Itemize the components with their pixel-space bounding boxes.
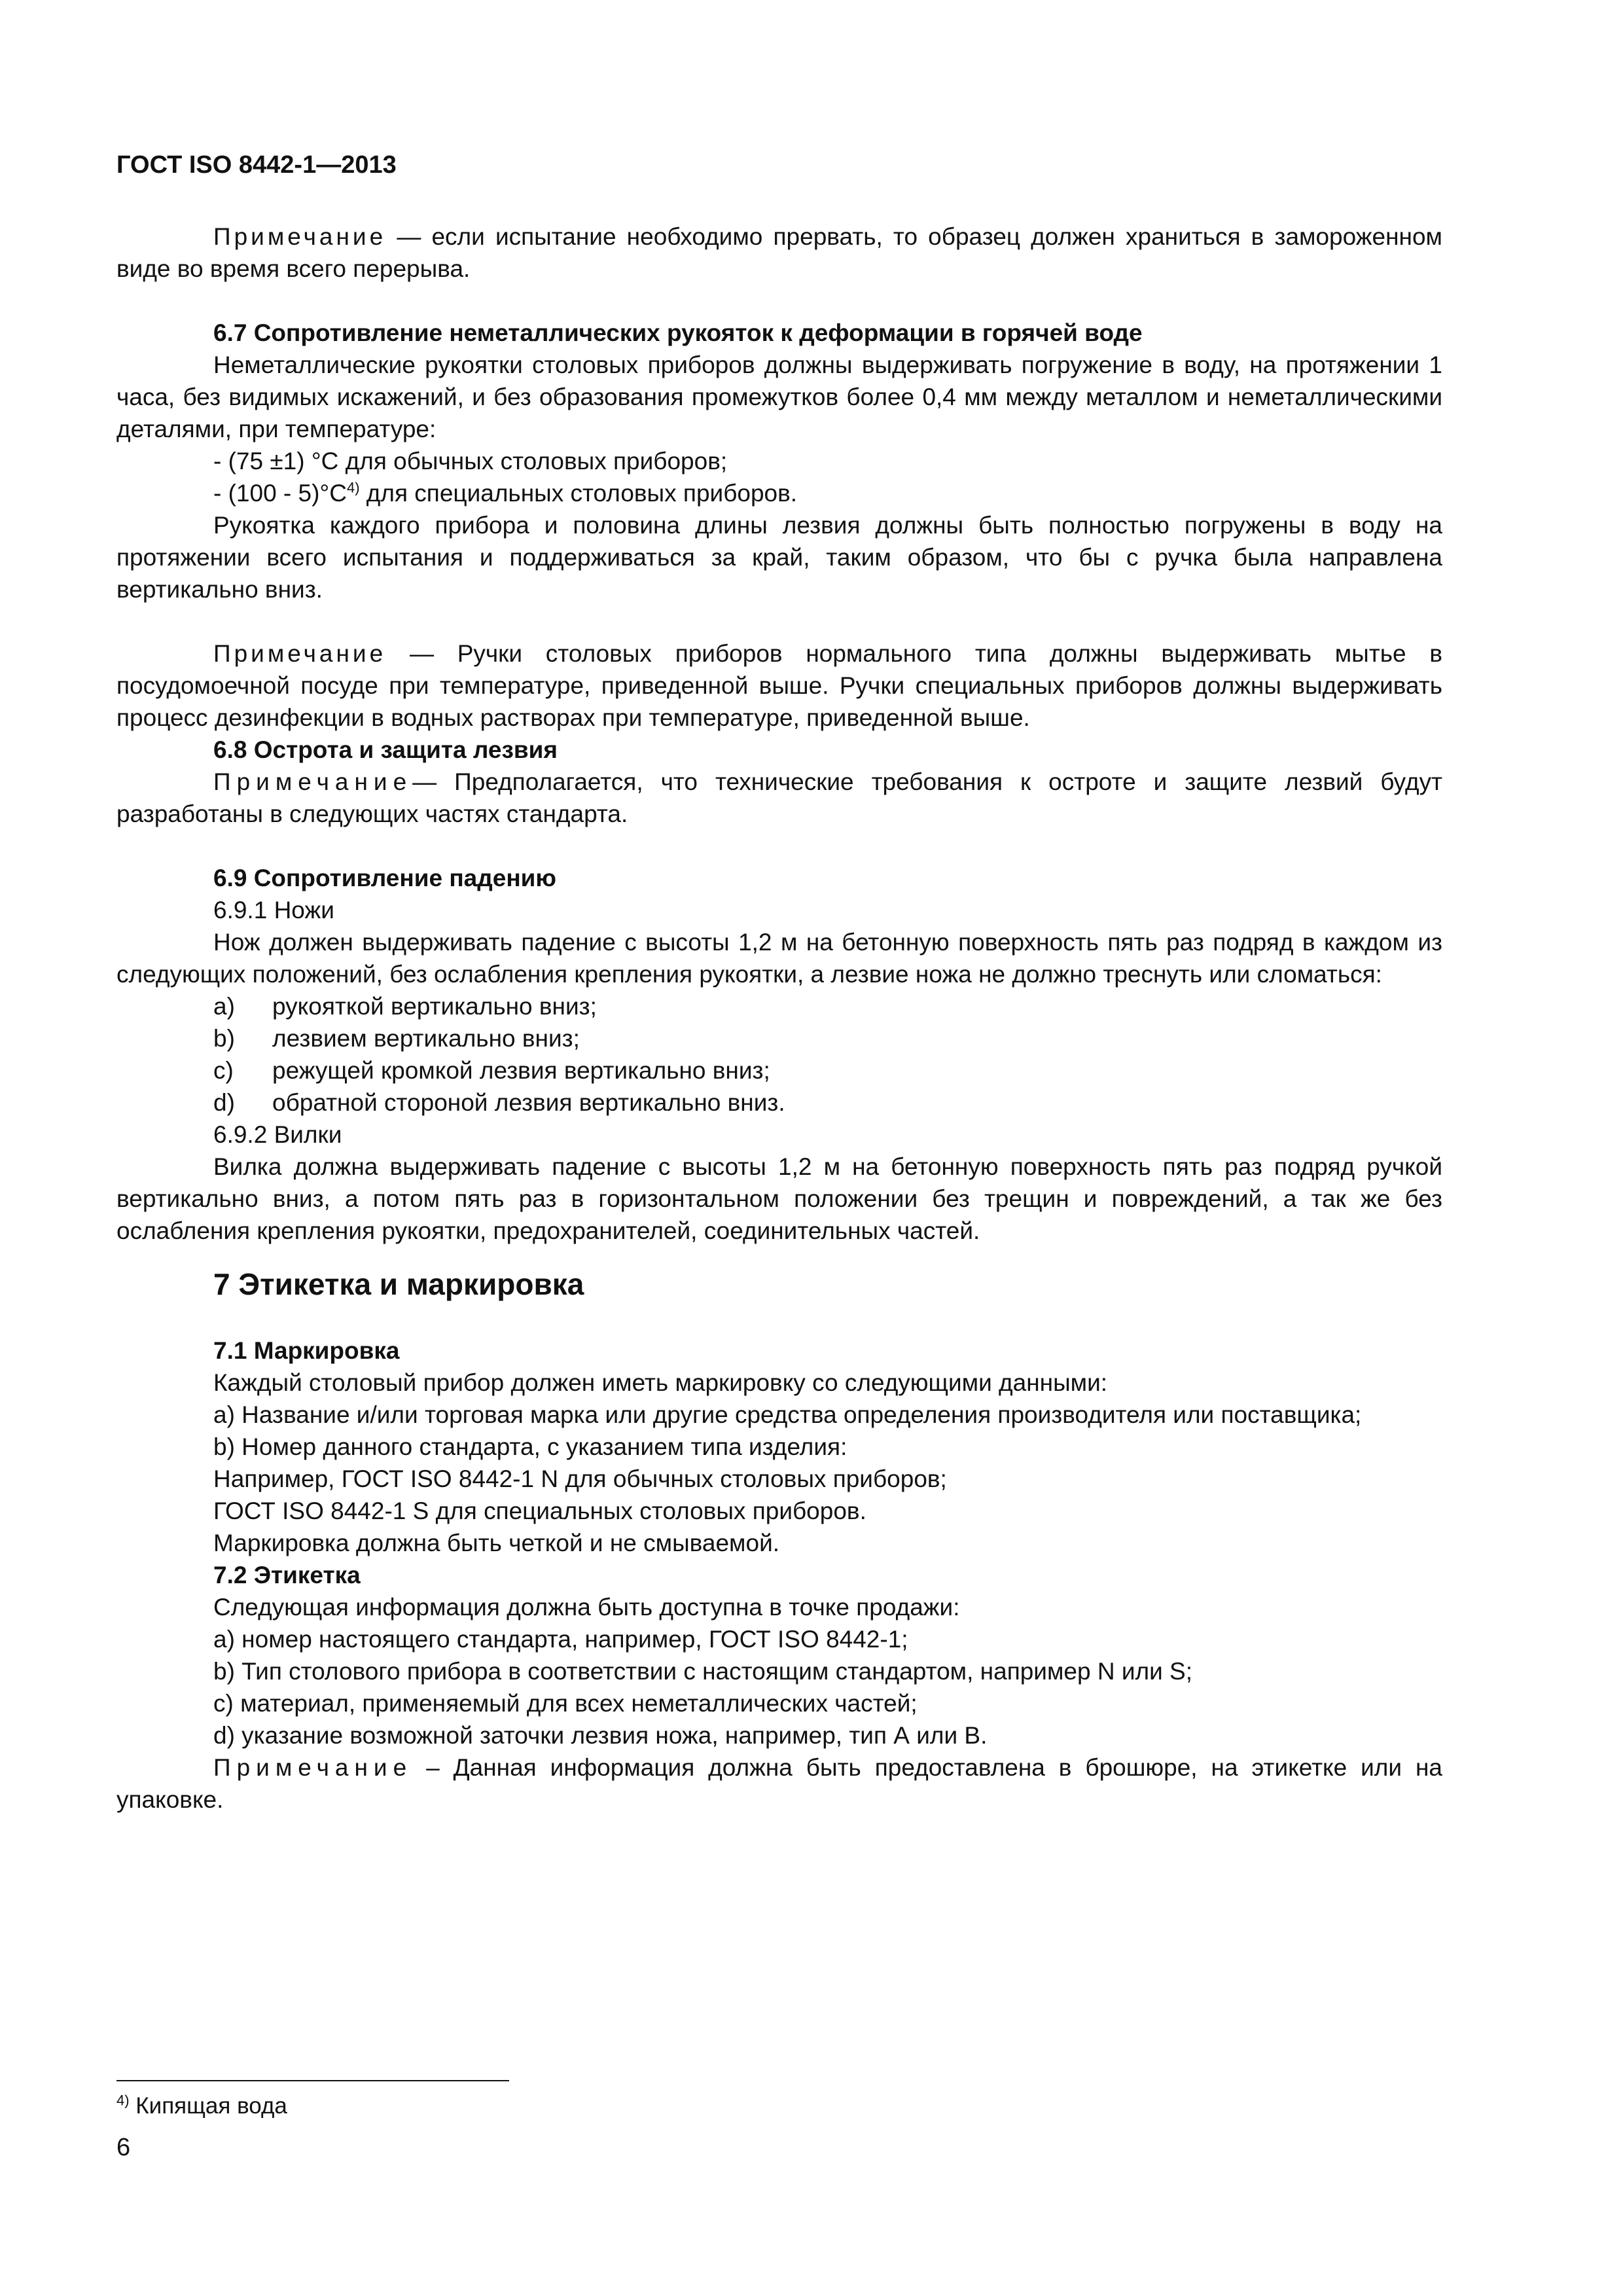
page-number: 6 — [116, 2134, 131, 2161]
paragraph: a) Название и/или торговая марка или другие средства определения производителя или поставщика; — [213, 1401, 1362, 1428]
note-paragraph — [116, 637, 1442, 734]
section-heading-6-9: 6.9 Сопротивление падению — [213, 865, 557, 891]
note-paragraph — [116, 221, 1442, 285]
section-heading-7-2: 7.2 Этикетка — [213, 1562, 361, 1588]
footnote-ref: 4) — [346, 479, 360, 496]
paragraph: ГОСТ ISO 8442-1 S для специальных столовых приборов. — [213, 1498, 866, 1524]
list-item: a) рукояткой вертикально вниз; — [213, 993, 597, 1020]
note-paragraph — [116, 1751, 1442, 1816]
list-item: d) указание возможной заточки лезвия ножа, например, тип А или В. — [213, 1722, 988, 1749]
paragraph: Неметаллические рукоятки столовых приборов должны выдерживать погружение в воду, на протяжении 1 часа, без видимых искажений, и без образования промежутков более 0,4 мм между металлом и неметаллическими деталями, при температуре: — [116, 351, 1442, 442]
footnote-divider — [116, 2080, 509, 2081]
footnote-text: Кипящая вода — [129, 2093, 287, 2119]
note-label: Примечание — [213, 768, 413, 795]
note-label: Примечание — [213, 1754, 413, 1781]
note-text: – Данная информация должна быть предоставлена в брошюре, на этикетке или на упаковке. — [116, 1754, 1442, 1813]
section-heading-6-8: 6.8 Острота и защита лезвия — [213, 736, 558, 763]
list-item: a) номер настоящего стандарта, например, ГОСТ ISO 8442-1; — [213, 1626, 908, 1653]
paragraph: Каждый столовый прибор должен иметь маркировку со следующими данными: — [213, 1369, 1108, 1396]
paragraph: Например, ГОСТ ISO 8442-1 N для обычных столовых приборов; — [213, 1465, 947, 1492]
note-paragraph — [116, 766, 1442, 830]
paragraph: Вилка должна выдерживать падение с высоты 1,2 м на бетонную поверхность пять раз подряд ручкой вертикально вниз, а потом пять раз в горизонтальном положении без трещин и повреждений, а так же без ослабления крепления рукоятки, предохранителей, соединительных частей. — [116, 1153, 1442, 1244]
section-heading-7: 7 Этикетка и маркировка — [213, 1267, 584, 1301]
page-body — [116, 149, 1442, 1816]
document-header: ГОСТ ISO 8442-1—2013 — [116, 151, 397, 179]
list-item: d) обратной стороной лезвия вертикально вниз. — [213, 1089, 785, 1116]
note-text: — если испытание необходимо прервать, то образец должен храниться в замороженном виде во время всего перерыва. — [116, 223, 1442, 282]
paragraph: Рукоятка каждого прибора и половина длины лезвия должны быть полностью погружены в воду на протяжении всего испытания и поддерживаться за край, таким образом, что бы с ручка была направлена вертикально вниз. — [116, 512, 1442, 603]
list-item: c) режущей кромкой лезвия вертикально вниз; — [213, 1057, 770, 1084]
note-label: Примечание — [213, 640, 387, 667]
note-label: Примечание — [213, 223, 387, 250]
footnote — [116, 2092, 287, 2121]
paragraph: b) Номер данного стандарта, с указанием типа изделия: — [213, 1433, 847, 1460]
section-heading-6-7: 6.7 Сопротивление неметаллических рукояток к деформации в горячей воде — [213, 319, 1143, 346]
list-item: b) лезвием вертикально вниз; — [213, 1025, 580, 1052]
paragraph: Маркировка должна быть четкой и не смываемой. — [213, 1530, 780, 1556]
subsection-heading: 6.9.2 Вилки — [213, 1121, 342, 1148]
section-heading-7-1: 7.1 Маркировка — [213, 1337, 400, 1364]
list-item: b) Тип столового прибора в соответствии с настоящим стандартом, например N или S; — [213, 1658, 1193, 1685]
subsection-heading: 6.9.1 Ножи — [213, 897, 334, 924]
paragraph: Следующая информация должна быть доступна в точке продажи: — [213, 1594, 960, 1621]
dash-item: - (75 ±1) °С для обычных столовых приборов; — [213, 448, 728, 475]
note-text: — Предполагается, что технические требования к остроте и защите лезвий будут разработаны в следующих частях стандарта. — [116, 768, 1442, 827]
list-item: c) материал, применяемый для всех неметаллических частей; — [213, 1690, 918, 1717]
footnote-marker: 4) — [116, 2092, 130, 2109]
paragraph: Нож должен выдерживать падение с высоты 1,2 м на бетонную поверхность пять раз подряд в каждом из следующих положений, без ослабления крепления рукоятки, а лезвие ножа не должно треснуть или сломаться: — [116, 929, 1442, 988]
note-text: — Ручки столовых приборов нормального типа должны выдерживать мытье в посудомоечной посуде при температуре, приведенной выше. Ручки специальных приборов должны выдерживать процесс дезинфекции в водных растворах при температуре, приведенной выше. — [116, 640, 1442, 731]
dash-item: - $(100 - 5)^\circ С^{4)}$ для специальных столовых приборов. — [213, 479, 798, 507]
